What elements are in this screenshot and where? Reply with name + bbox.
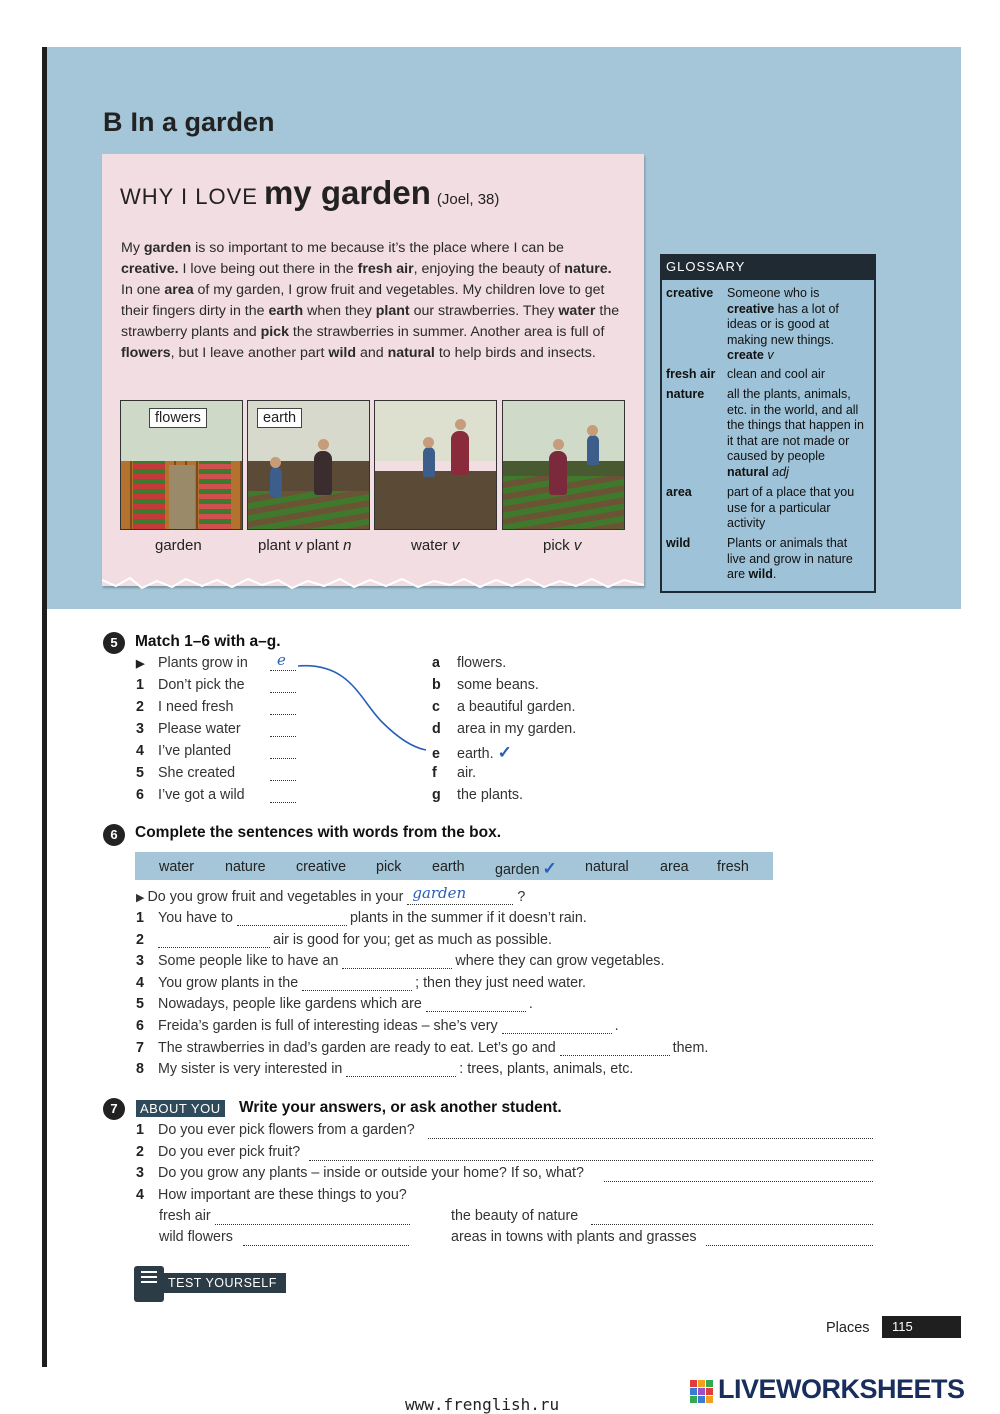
sentence-text: . xyxy=(528,996,533,1013)
match-item-number: ▶ xyxy=(136,658,145,670)
glossary-word: pick xyxy=(260,324,289,340)
sentence xyxy=(136,996,533,1012)
rating-item: the beauty of nature xyxy=(451,1208,579,1224)
question xyxy=(136,1187,407,1203)
match-item xyxy=(136,743,231,759)
glossary-def: Someone who is creative has a lot of ideas or is good at making new things. create v xyxy=(727,286,839,363)
match-item-number: 2 xyxy=(136,699,144,715)
sentence-text: Some people like to have an xyxy=(158,953,343,970)
glossary-def: all the plants, animals, etc. in the world, and all the things that happen in it that are not made or caused by people natural adj xyxy=(727,387,864,479)
example-marker: ▶ xyxy=(136,892,145,904)
match-item xyxy=(136,677,245,693)
glossary-word: area xyxy=(164,282,194,298)
sentence-number: 3 xyxy=(136,953,144,970)
glossary-word: garden xyxy=(143,240,192,256)
glossary-def: clean and cool air xyxy=(727,367,825,381)
sentence-text: My sister is very interested in xyxy=(158,1061,347,1078)
sentence xyxy=(136,975,586,991)
article-title xyxy=(120,174,499,212)
match-item xyxy=(136,655,248,671)
website-url: www.frenglish.ru xyxy=(405,1395,560,1414)
glossary-def: Plants or animals that live and grow in nature are wild. xyxy=(727,536,853,582)
sentence-number: 1 xyxy=(136,910,144,926)
test-yourself-button[interactable]: TEST YOURSELF xyxy=(162,1273,286,1293)
question-number: 1 xyxy=(136,1122,144,1138)
sentence-text: plants in the summer if it doesn’t rain. xyxy=(349,910,587,926)
glossary-word: flowers xyxy=(121,345,171,361)
sentence-text: Freida’s garden is full of interesting ideas – she’s very xyxy=(158,1018,502,1034)
answer-blank[interactable] xyxy=(346,1062,456,1077)
match-answer-blank[interactable] xyxy=(270,780,296,781)
sentence-text: Do you grow fruit and vegetables in your xyxy=(147,889,408,905)
sentence-text: You have to xyxy=(158,910,237,926)
match-answer: e xyxy=(277,651,286,669)
glossary-word: wild xyxy=(328,345,357,361)
glossary-word: plant xyxy=(375,303,410,319)
match-option xyxy=(432,743,512,763)
match-option-letter: f xyxy=(432,765,437,781)
match-option-letter: d xyxy=(432,721,441,737)
answer-blank[interactable] xyxy=(342,954,452,969)
match-item-text: I’ve got a wild xyxy=(158,787,245,803)
word-box-word: garden ✓ xyxy=(495,859,557,878)
match-answer-blank[interactable] xyxy=(270,802,296,803)
rating-item: wild flowers xyxy=(159,1229,233,1245)
article-author: (Joel, 38) xyxy=(436,191,500,208)
glossary-word: nature. xyxy=(564,261,612,277)
answer-blank[interactable] xyxy=(560,1041,670,1056)
match-option-letter: b xyxy=(432,677,441,693)
section-letter: B xyxy=(103,107,123,137)
match-item xyxy=(136,787,245,803)
notebook-icon xyxy=(134,1266,164,1302)
exercise-5-instruction: Match 1–6 with a–g. xyxy=(135,633,281,650)
match-item-number: 3 xyxy=(136,721,144,737)
answer-line[interactable] xyxy=(591,1224,873,1225)
question-number: 2 xyxy=(136,1143,144,1160)
sentence-number: 4 xyxy=(136,974,144,991)
sentence xyxy=(136,1061,633,1077)
article-title-main: my garden xyxy=(263,174,431,211)
sentence-text: ; then they just need water. xyxy=(415,974,587,991)
answer-line[interactable] xyxy=(604,1181,873,1182)
word-box-word: water xyxy=(159,859,194,875)
glossary-term: fresh air xyxy=(666,367,716,381)
question-text: How important are these things to you? xyxy=(158,1186,407,1203)
match-option-text: air. xyxy=(457,765,477,781)
match-option xyxy=(432,765,476,781)
tag-earth: earth xyxy=(257,408,302,428)
glossary-def: part of a place that you use for a particular activity xyxy=(727,485,855,531)
article-title-prefix: WHY I LOVE xyxy=(120,184,258,209)
answer-line[interactable] xyxy=(215,1224,410,1225)
match-item-text: Please water xyxy=(158,721,241,737)
sentence-number: 2 xyxy=(136,931,144,948)
word-box-word: natural xyxy=(585,859,629,875)
match-option-text: a beautiful garden. xyxy=(457,699,576,715)
glossary-word: fresh air xyxy=(357,261,414,277)
answer-blank[interactable] xyxy=(237,911,347,926)
match-item xyxy=(136,765,235,781)
match-item-text: Plants grow in xyxy=(158,655,248,671)
match-item-text: Don’t pick the xyxy=(158,677,245,693)
sentence-text: Nowadays, people like gardens which are xyxy=(158,996,426,1013)
sentence xyxy=(136,1018,619,1034)
sentence xyxy=(136,1040,708,1056)
article-paragraph: My garden is so important to me because it’s the place where I can be creative. I love being out there in the fresh air, enjoying the beauty of nature. In one area of my garden, I grow fruit and vegetables. My children love to get their fingers dirty in the earth when they plant our strawberries. They water the strawberry plants and pick the strawberries in summer. Another area is full of flowers, but I leave another part wild and natural to help birds and insects. xyxy=(121,240,620,361)
section-title xyxy=(103,107,275,138)
answer-blank[interactable] xyxy=(302,976,412,991)
caption-pick: pick v xyxy=(543,537,582,554)
match-option-text: flowers. xyxy=(457,655,507,671)
exercise-7-instruction: Write your answers, or ask another student. xyxy=(239,1099,562,1116)
match-item-text: I’ve planted xyxy=(158,743,232,759)
exercise-7-number: 7 xyxy=(103,1098,125,1120)
match-connector-line xyxy=(290,660,440,760)
question-number: 3 xyxy=(136,1165,144,1182)
match-option-text: some beans. xyxy=(457,677,539,693)
caption-garden: garden xyxy=(155,537,202,554)
sentence-number: 8 xyxy=(136,1061,144,1078)
sentence-text: . xyxy=(614,1018,619,1034)
answer-line[interactable] xyxy=(706,1245,873,1246)
match-option xyxy=(432,721,576,737)
glossary-term: area xyxy=(666,485,692,499)
match-item-number: 5 xyxy=(136,765,144,781)
sentence xyxy=(136,953,664,969)
exercise-5-number: 5 xyxy=(103,632,125,654)
tick-icon: ✓ xyxy=(497,743,512,762)
match-item-number: 1 xyxy=(136,677,144,693)
word-box-word: nature xyxy=(225,859,266,875)
sentence-text: where they can grow vegetables. xyxy=(455,953,665,970)
match-item-text: I need fresh xyxy=(158,699,234,715)
glossary-heading: GLOSSARY xyxy=(660,254,874,280)
liveworksheets-brand: LIVEWORKSHEETS xyxy=(718,1374,965,1404)
question xyxy=(136,1144,300,1160)
match-option-letter: a xyxy=(432,655,440,671)
sentence-text: The strawberries in dad’s garden are ready to eat. Let’s go and xyxy=(158,1039,560,1056)
sentence-text: You grow plants in the xyxy=(158,974,303,991)
match-item-text: She created xyxy=(158,765,236,781)
question-text: Do you ever pick flowers from a garden? xyxy=(158,1122,415,1138)
question-text: Do you grow any plants – inside or outside your home? If so, what? xyxy=(158,1165,584,1182)
answer-line[interactable] xyxy=(309,1160,873,1161)
match-option-letter: g xyxy=(432,787,441,803)
match-option xyxy=(432,655,506,671)
glossary-word: creative. xyxy=(121,261,179,277)
about-you-badge: ABOUT YOU xyxy=(136,1100,225,1117)
match-option-letter: e xyxy=(432,746,440,762)
match-option xyxy=(432,787,523,803)
question-number: 4 xyxy=(136,1186,144,1203)
match-item xyxy=(136,699,234,715)
sentence-number: 5 xyxy=(136,996,144,1013)
question xyxy=(136,1165,584,1181)
answer-line[interactable] xyxy=(428,1138,873,1139)
example-sentence xyxy=(136,884,526,905)
glossary-word: water xyxy=(558,303,596,319)
word-box-word: creative xyxy=(296,859,347,875)
sentence xyxy=(136,932,552,948)
match-option-text: the plants. xyxy=(457,787,523,803)
caption-plant: plant v plant n xyxy=(258,537,352,554)
match-option xyxy=(432,699,575,715)
answer-blank[interactable] xyxy=(502,1019,612,1034)
match-option-letter: c xyxy=(432,699,440,715)
left-margin-bar xyxy=(42,47,47,1367)
exercise-6-instruction: Complete the sentences with words from the box. xyxy=(135,824,502,841)
sentence-text: ? xyxy=(517,889,526,905)
caption-water: water v xyxy=(411,537,460,554)
exercise-6-number: 6 xyxy=(103,824,125,846)
torn-edge xyxy=(102,572,644,598)
question-text: Do you ever pick fruit? xyxy=(158,1143,301,1160)
section-title-text: In a garden xyxy=(130,107,275,137)
glossary-word: natural xyxy=(387,345,435,361)
word-box-word: area xyxy=(660,859,689,875)
word-box-word: earth xyxy=(432,859,465,875)
sentence-text: air is good for you; get as much as possible. xyxy=(273,931,552,948)
sentence-number: 7 xyxy=(136,1039,144,1056)
glossary-term: wild xyxy=(666,536,691,550)
match-item xyxy=(136,721,241,737)
match-option xyxy=(432,677,539,693)
word-box-word: fresh xyxy=(717,859,749,875)
example-answer: garden xyxy=(412,884,467,902)
water-illustration xyxy=(374,400,497,530)
pick-illustration xyxy=(502,400,625,530)
sentence-text: : trees, plants, animals, etc. xyxy=(459,1061,634,1078)
match-item-number: 6 xyxy=(136,787,144,803)
sentence xyxy=(136,910,587,926)
tick-icon: ✓ xyxy=(542,859,557,878)
match-option-text: area in my garden. xyxy=(457,721,577,737)
tag-flowers: flowers xyxy=(149,408,207,428)
answer-blank[interactable] xyxy=(407,884,513,905)
match-option-text: earth. xyxy=(457,746,494,762)
answer-blank[interactable] xyxy=(158,933,270,948)
sentence-number: 6 xyxy=(136,1018,144,1034)
glossary-term: creative xyxy=(666,286,714,300)
unit-name: Places xyxy=(826,1320,870,1336)
glossary-word: earth xyxy=(268,303,304,319)
answer-line[interactable] xyxy=(243,1245,409,1246)
match-item-number: 4 xyxy=(136,743,144,759)
question xyxy=(136,1122,415,1138)
rating-item: areas in towns with plants and grasses xyxy=(451,1229,697,1245)
glossary-term: nature xyxy=(666,387,705,401)
rating-item: fresh air xyxy=(159,1208,211,1224)
sentence-text: them. xyxy=(672,1039,709,1056)
answer-blank[interactable] xyxy=(426,997,526,1012)
word-box-word: pick xyxy=(376,859,402,875)
page-number: 115 xyxy=(882,1316,961,1338)
